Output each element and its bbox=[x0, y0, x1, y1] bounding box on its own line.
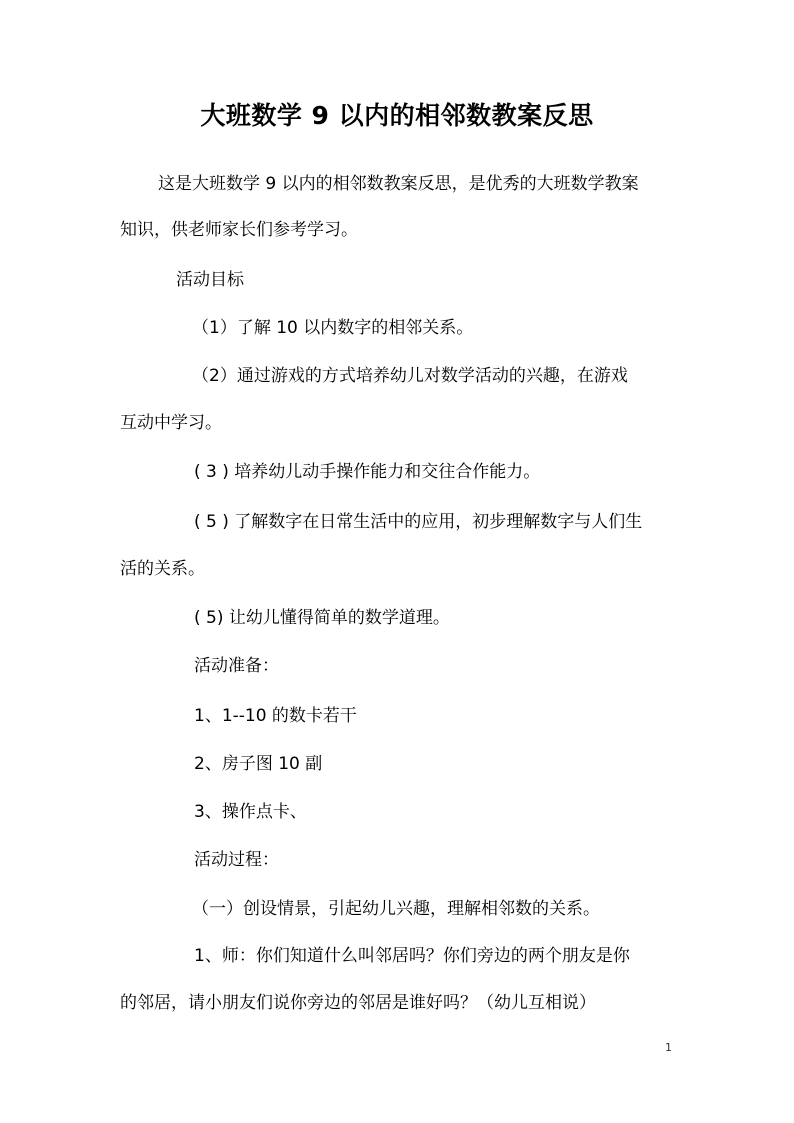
process-heading: 活动过程： bbox=[194, 850, 279, 870]
process-section-1: （一）创设情景，引起幼儿兴趣，理解相邻数的关系。 bbox=[192, 899, 600, 919]
goal-3: ( 3 ) 培养幼儿动手操作能力和交往合作能力。 bbox=[194, 462, 541, 482]
goals-heading: 活动目标 bbox=[176, 270, 244, 290]
goal-4-line-1: ( 5 ) 了解数字在日常生活中的应用，初步理解数字与人们生 bbox=[194, 512, 643, 532]
prep-item-1: 1、1--10 的数卡若干 bbox=[194, 706, 357, 726]
page-number: 1 bbox=[665, 1041, 672, 1054]
prep-item-3: 3、操作点卡、 bbox=[194, 802, 307, 822]
goal-1: （1）了解 10 以内数字的相邻关系。 bbox=[192, 318, 474, 338]
intro-line-1: 这是大班数学 9 以内的相邻数教案反思，是优秀的大班数学教案 bbox=[158, 174, 639, 194]
intro-line-2: 知识，供老师家长们参考学习。 bbox=[120, 220, 358, 240]
goal-2-line-1: （2）通过游戏的方式培养幼儿对数学活动的兴趣，在游戏 bbox=[192, 366, 628, 386]
process-step-1-line-1: 1、师：你们知道什么叫邻居吗？你们旁边的两个朋友是你 bbox=[194, 946, 630, 966]
prep-heading: 活动准备： bbox=[194, 656, 279, 676]
goal-4-line-2: 活的关系。 bbox=[120, 559, 205, 579]
goal-2-line-2: 互动中学习。 bbox=[120, 413, 222, 433]
goal-5: ( 5) 让幼儿懂得简单的数学道理。 bbox=[194, 608, 450, 628]
document-title: 大班数学 9 以内的相邻数教案反思 bbox=[200, 101, 594, 130]
process-step-1-line-2: 的邻居，请小朋友们说你旁边的邻居是谁好吗？（幼儿互相说） bbox=[120, 993, 596, 1013]
prep-item-2: 2、房子图 10 副 bbox=[194, 754, 323, 774]
